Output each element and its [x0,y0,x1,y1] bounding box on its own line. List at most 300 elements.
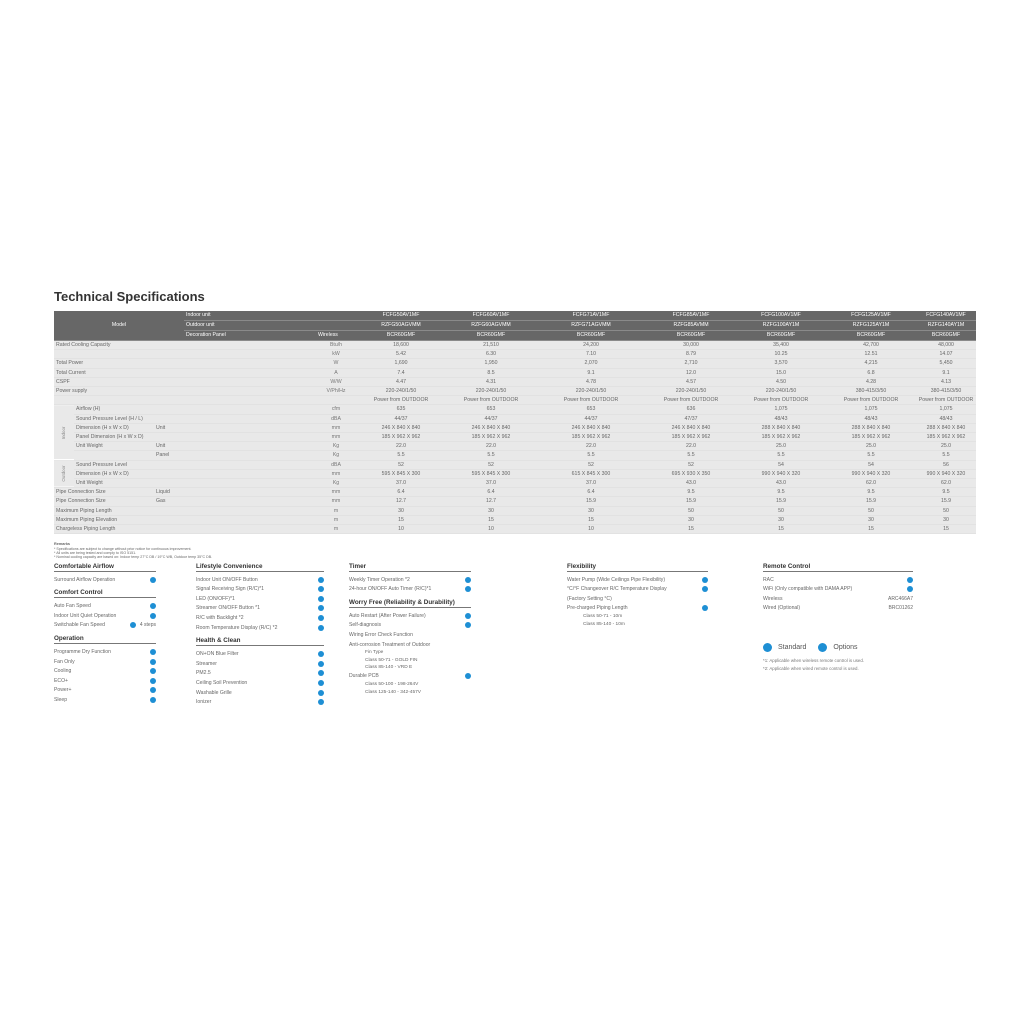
feature-item [349,630,471,640]
section-worry-free [349,599,471,696]
standard-dot-icon [318,661,324,667]
feature-label: WiFi (Only compatible with DAMA APP) [763,586,853,593]
feature-mark [318,605,324,611]
row-label: Dimension (H x W x D) [74,423,154,432]
notes [763,657,864,673]
table-cell: 990 X 940 X 320 [826,469,916,478]
feature-extra: BRC01262 [888,605,913,612]
feature-mark [150,613,156,619]
standard-dot-icon [318,690,324,696]
model-name: BCR60GMF [446,331,536,341]
table-cell: 1,075 [826,405,916,414]
table-cell: 25.0 [736,442,826,451]
model-name: RZFG85AVMM [646,321,736,331]
feature-mark [150,668,156,674]
section-title: Remote Control [763,563,913,572]
standard-dot-icon [702,586,708,592]
feature-label: Cooling [54,668,72,675]
feature-label: Wireless [763,595,783,602]
table-cell: 12.7 [356,497,446,506]
feature-item [763,594,913,604]
standard-dot-icon [465,577,471,583]
header-label: Decoration Panel [184,331,316,341]
feature-item [196,613,324,623]
row-sublabel [154,414,184,423]
feature-grid [54,563,976,713]
table-cell: 30 [826,515,916,524]
row-filler [184,368,316,377]
section-comfort-control [54,589,156,630]
table-cell: 4.50 [736,377,826,386]
standard-dot-icon [318,605,324,611]
standard-dot-icon [150,649,156,655]
table-cell: 5.42 [356,350,446,359]
feature-label: Signal Receiving Sign (R/C)*1 [196,586,264,593]
section-flexibility [567,563,708,628]
table-cell: 15 [356,515,446,524]
row-sublabel [154,479,184,488]
table-cell: 30 [646,515,736,524]
table-cell: 15 [646,525,736,534]
table-header-row [54,331,976,341]
table-cell: 25.0 [826,442,916,451]
table-cell: 1,075 [916,405,976,414]
table-cell: 10.25 [736,350,826,359]
model-name: RZFG100AY1M [736,321,826,331]
feature-item [763,575,913,585]
feature-item [196,594,324,604]
feature-mark [318,625,324,631]
table-row [54,405,976,414]
table-cell: 37.0 [536,479,646,488]
row-sublabel [154,433,184,442]
standard-dot-icon [318,670,324,676]
table-cell: 5.5 [446,451,536,460]
table-cell: 1,950 [446,359,536,368]
feature-mark [888,596,913,602]
table-cell: 5.5 [646,451,736,460]
table-cell: 6.4 [446,488,536,497]
feature-item [567,584,708,594]
row-label: CSPF [54,377,154,386]
feature-label: Indoor Unit ON/OFF Button [196,576,258,583]
row-label: Dimension (H x W x D) [74,469,154,478]
row-filler [184,433,316,442]
row-unit: mm [316,433,356,442]
feature-item [196,697,324,707]
table-cell: 4.31 [446,377,536,386]
feature-label: Wired (Optional) [763,605,801,612]
table-cell: 10 [536,525,646,534]
table-cell: 44/37 [446,414,536,423]
feature-mark [465,613,471,619]
table-cell: 52 [536,460,646,469]
table-cell: 37.0 [356,479,446,488]
feature-label: Ceiling Soil Prevention [196,680,248,687]
standard-dot-icon [465,673,471,679]
feature-label: Power+ [54,687,72,694]
feature-item [567,604,708,614]
table-row [54,414,976,423]
feature-item [54,695,156,705]
model-label: Model [54,311,184,341]
row-filler [184,396,316,405]
feature-label: 24-hour ON/OFF Auto Timer (R/C)*1 [349,586,432,593]
table-cell: 246 X 840 X 840 [536,423,646,432]
row-unit: Kg [316,479,356,488]
table-cell: 14.07 [916,350,976,359]
legend [763,643,858,652]
row-sublabel [154,350,184,359]
feature-label: (Factory Setting °C) [567,595,612,602]
table-cell: 595 X 845 X 300 [446,469,536,478]
row-label: Sound Pressure Level [74,460,154,469]
remarks [54,542,976,560]
feature-item [349,640,471,650]
row-unit: mm [316,469,356,478]
feature-label: Pre-charged Piping Length [567,605,628,612]
row-unit: V/Ph/Hz [316,387,356,396]
table-cell: 21,510 [446,341,536,350]
feature-mark [702,586,708,592]
row-label: Maximum Piping Elevation [54,515,154,524]
row-label [54,350,154,359]
standard-dot-icon [702,577,708,583]
row-unit: Kg [316,442,356,451]
feature-label: Ionizer [196,699,212,706]
feature-item [567,575,708,585]
section-title: Flexibility [567,563,708,572]
feature-mark [702,577,708,583]
row-label: Panel Dimension (H x W x D) [74,433,154,442]
feature-mark [318,670,324,676]
row-filler [184,350,316,359]
feature-mark [907,577,913,583]
standard-dot-icon [318,586,324,592]
row-sublabel: Liquid [154,488,184,497]
table-cell: 48/43 [736,414,826,423]
feature-mark [318,651,324,657]
table-cell: 1,075 [736,405,826,414]
feature-mark [318,615,324,621]
table-cell: 7.4 [356,368,446,377]
model-name: RZFG125AY1M [826,321,916,331]
table-cell: 10 [446,525,536,534]
table-cell: 42,700 [826,341,916,350]
row-filler [184,405,316,414]
table-cell: 48/43 [916,414,976,423]
row-label [54,396,154,405]
row-unit: m [316,515,356,524]
table-cell: 12.0 [646,368,736,377]
table-cell: 62.0 [916,479,976,488]
feature-label: Fan Only [54,658,75,665]
model-name: FCFG100AV1MF [736,311,826,321]
row-label: Sound Pressure Level (H / L) [74,414,154,423]
table-cell: 15.0 [736,368,826,377]
table-cell: 3,570 [736,359,826,368]
table-cell: Power from OUTDOOR [736,396,826,405]
table-cell: 52 [446,460,536,469]
table-cell: 44/37 [536,414,646,423]
row-sublabel [154,405,184,414]
row-filler [184,414,316,423]
feature-column-1 [54,563,156,705]
feature-label: Surround Airflow Operation [54,576,116,583]
row-filler [184,469,316,478]
table-cell: 24,200 [536,341,646,350]
feature-label: RAC [763,576,774,583]
remarks-title: Remarks [54,542,71,547]
table-row [54,433,976,442]
table-cell: 220-240/1/50 [446,387,536,396]
feature-item [349,575,471,585]
standard-dot-icon [150,687,156,693]
note-line: *1: Applicable when wireless remote control is used. [763,657,865,663]
row-label: Rated Cooling Capacity [54,341,154,350]
table-cell: 37.0 [446,479,536,488]
feature-label: Streamer ON/OFF Button *1 [196,605,260,612]
section-title: Lifestyle Convenience [196,563,324,572]
feature-item [763,604,913,614]
table-cell: 15.9 [536,497,646,506]
model-name: RZFG140AY1M [916,321,976,331]
row-label: Airflow (H) [74,405,154,414]
row-label [74,451,154,460]
table-cell: 9.1 [916,368,976,377]
table-cell: 4.28 [826,377,916,386]
table-cell: 15 [826,525,916,534]
feature-item [54,601,156,611]
feature-label: Anti-corrosion Treatment of Outdoor [349,641,431,648]
table-cell: 30 [446,506,536,515]
table-cell: 52 [356,460,446,469]
table-cell: 22.0 [646,442,736,451]
table-cell: 44/37 [356,414,446,423]
feature-mark [318,586,324,592]
feature-mark [318,690,324,696]
model-name: FCFG50AV1MF [356,311,446,321]
table-header-row [54,311,976,321]
spec-table [54,311,976,534]
table-cell: 635 [356,405,446,414]
feature-item [54,575,156,585]
feature-label: Sleep [54,697,68,704]
model-name: BCR60GMF [736,331,826,341]
table-cell: 220-240/1/50 [646,387,736,396]
feature-mark [465,577,471,583]
table-cell: 30 [916,515,976,524]
row-label: Unit Weight [74,479,154,488]
feature-label: Weekly Timer Operation *2 [349,576,410,583]
feature-label: Switchable Fan Speed [54,622,105,629]
feature-label: Auto Fan Speed [54,603,91,610]
feature-mark [318,596,324,602]
row-unit: Kg [316,451,356,460]
table-cell: 220-240/1/50 [736,387,826,396]
table-row [54,341,976,350]
table-cell: 30 [736,515,826,524]
row-filler [184,525,316,534]
row-sublabel [154,525,184,534]
table-cell: 5.5 [826,451,916,460]
section-lifestyle [196,563,324,633]
table-row [54,396,976,405]
header-label: Indoor unit [184,311,316,321]
section-title: Comfort Control [54,589,156,598]
row-sublabel: Unit [154,423,184,432]
standard-dot-icon [318,577,324,583]
table-cell: 9.5 [916,488,976,497]
row-sublabel [154,377,184,386]
table-row [54,515,976,524]
row-sublabel [154,359,184,368]
table-cell: 6.8 [826,368,916,377]
feature-label: Wiring Error Check Function [349,632,413,639]
table-cell: 636 [646,405,736,414]
header-label: Outdoor unit [184,321,316,331]
table-cell: 15.9 [646,497,736,506]
row-sublabel: Gas [154,497,184,506]
row-label: Total Current [54,368,154,377]
row-filler [184,515,316,524]
table-cell: 653 [536,405,646,414]
standard-dot-icon [130,622,136,628]
table-row [54,497,976,506]
table-cell: 185 X 962 X 962 [356,433,446,442]
row-filler [184,442,316,451]
row-unit: m [316,506,356,515]
legend-options: Options [833,643,858,651]
table-cell: 380-415/3/50 [826,387,916,396]
table-cell: 9.1 [536,368,646,377]
fin-type-line: Class 50-71 - GOLD FIN [365,657,418,663]
pcb-line: Class 125-140 - 342-457V [365,689,421,695]
row-unit: m [316,525,356,534]
table-cell: 4.78 [536,377,646,386]
row-sublabel: Panel [154,451,184,460]
table-row [54,506,976,515]
feature-mark [318,577,324,583]
table-cell: Power from OUTDOOR [356,396,446,405]
table-row [54,469,976,478]
feature-label: Self-diagnosis [349,622,381,629]
table-cell: 15 [736,525,826,534]
feature-mark [150,603,156,609]
note-line: *2: Applicable when wired remote control is used. [763,665,859,671]
table-cell: 990 X 940 X 320 [916,469,976,478]
row-unit: mm [316,497,356,506]
table-cell: 5.5 [536,451,646,460]
feature-mark [150,678,156,684]
table-cell: Power from OUTDOOR [826,396,916,405]
table-cell: 185 X 962 X 962 [736,433,826,442]
standard-dot-icon [150,659,156,665]
section-health [196,637,324,707]
row-unit: cfm [316,405,356,414]
table-row [54,488,976,497]
table-cell: 56 [916,460,976,469]
table-row [54,350,976,359]
feature-label: R/C with Backlight *2 [196,615,244,622]
row-filler [184,341,316,350]
feature-item [567,594,708,604]
table-cell: 15 [446,515,536,524]
table-cell: 52 [646,460,736,469]
row-label: Pipe Connection Size [54,497,154,506]
row-sublabel [154,515,184,524]
table-cell: 9.5 [826,488,916,497]
feature-label: Streamer [196,660,217,667]
option-dot-icon [318,625,324,631]
row-unit: Btu/h [316,341,356,350]
feature-mark [318,699,324,705]
standard-dot-icon [318,651,324,657]
table-cell: 6.4 [536,488,646,497]
feature-item [196,584,324,594]
table-cell: 246 X 840 X 840 [356,423,446,432]
feature-mark [465,586,471,592]
table-cell: 8.79 [646,350,736,359]
table-cell: 246 X 840 X 840 [446,423,536,432]
row-unit: A [316,368,356,377]
feature-mark [465,622,471,628]
table-cell: Power from OUTDOOR [536,396,646,405]
feature-item [196,623,324,633]
table-cell: 595 X 845 X 300 [356,469,446,478]
model-name: RZFG50AGVMM [356,321,446,331]
table-cell: 220-240/1/50 [356,387,446,396]
table-header-row [54,321,976,331]
table-cell: 615 X 845 X 300 [536,469,646,478]
row-unit: dBA [316,414,356,423]
table-cell: 50 [916,506,976,515]
table-cell: 4.57 [646,377,736,386]
table-cell: 30,000 [646,341,736,350]
table-row [54,460,976,469]
table-row [54,479,976,488]
table-cell: 54 [736,460,826,469]
row-sublabel [154,341,184,350]
table-cell: 12.51 [826,350,916,359]
row-unit: kW [316,350,356,359]
feature-item [196,669,324,679]
table-cell: 4,215 [826,359,916,368]
feature-extra: ARC466A7 [887,595,913,602]
table-cell: 653 [446,405,536,414]
row-unit: mm [316,423,356,432]
feature-item [349,584,471,594]
table-cell: 220-240/1/50 [536,387,646,396]
table-cell: 12.7 [446,497,536,506]
model-name: RZFG60AGVMM [446,321,536,331]
header-unit [316,321,356,331]
table-cell: 288 X 840 X 840 [736,423,826,432]
row-sublabel [154,506,184,515]
option-dot-icon [907,586,913,592]
table-cell: 288 X 840 X 840 [916,423,976,432]
table-row [54,423,976,432]
row-sublabel [154,396,184,405]
standard-dot-icon [465,613,471,619]
row-filler [184,387,316,396]
row-label: Chargeless Piping Length [54,525,154,534]
table-cell: 54 [826,460,916,469]
table-cell: 18,600 [356,341,446,350]
table-cell: 990 X 940 X 320 [736,469,826,478]
table-cell: 15 [536,515,646,524]
table-cell: 246 X 840 X 840 [646,423,736,432]
